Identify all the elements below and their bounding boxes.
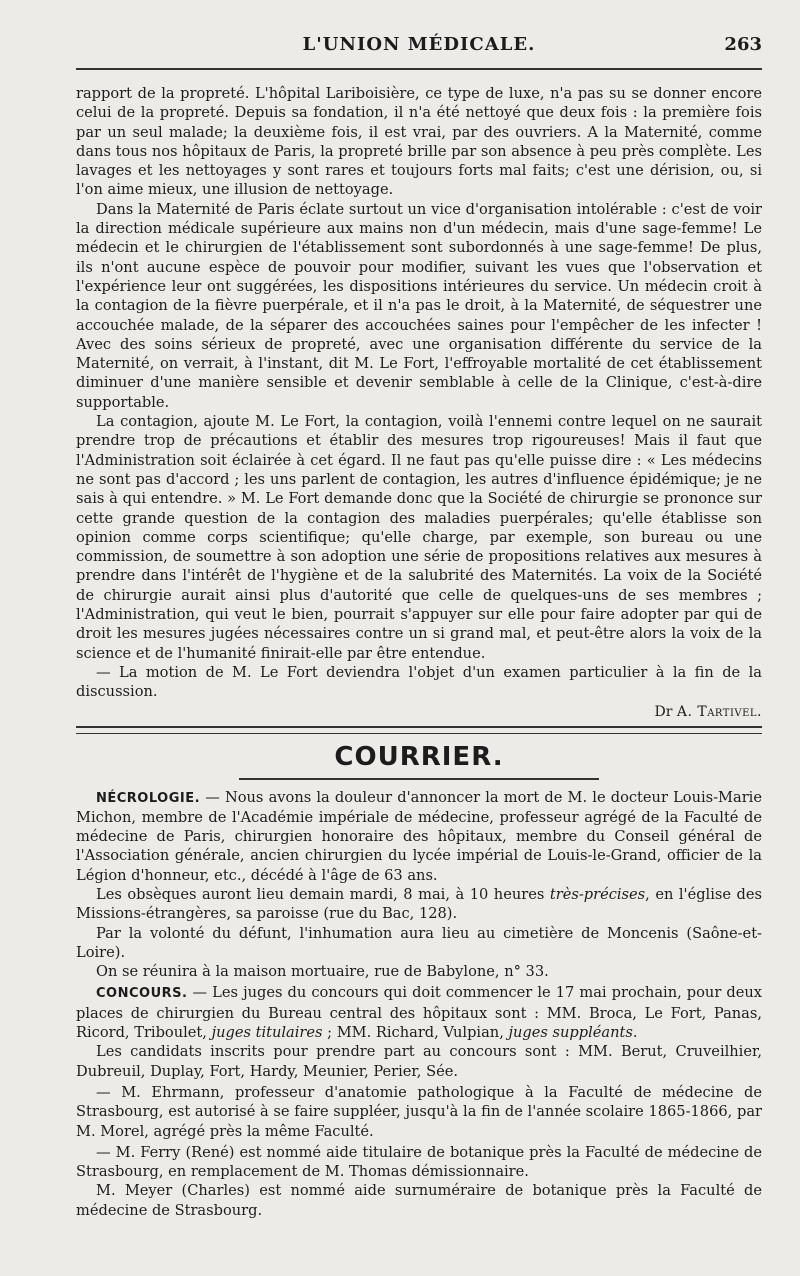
article-body [76,84,762,720]
concours-paragraph: CONCOURS. — Les juges du concours qui doit commencer le 17 mai prochain, pour deux places de chirurgien du Bureau central des hôpitaux sont : MM. Broca, Le Fort, Panas, Ricord, Triboulet, juges titulaires ; MM. Richard, Vulpian, juges suppléants. [76,984,762,1042]
article-paragraph-1: rapport de la propreté. L'hôpital Lariboisière, ce type de luxe, n'a pas su se donner encore celui de la propreté. Depuis sa fondation, il n'a été nettoyé que deux fois : la première fois par un seul malade; la deuxième fois, il est vrai, par des ouvriers. A la Maternité, comme dans tous nos hôpitaux de Paris, la propreté brille par son absence à peu près complète. Les lavages et les nettoyages y sont rares et toujours forts mal faits; c'est une dérision, ou, si l'on aime mieux, une illusion de nettoyage. [76,85,762,199]
reunion-paragraph: On se réunira à la maison mortuaire, rue de Babylone, n° 33. [96,963,549,981]
article-paragraph-4: — La motion de M. Le Fort deviendra l'objet d'un examen particulier à la fin de la discussion. [76,663,762,701]
courrier-title: COURRIER. [334,741,504,772]
page-number: 263 [724,34,762,55]
necrologie-heading: NÉCROLOGIE. [96,790,201,806]
courrier-body [76,788,762,1221]
concours-heading: CONCOURS. [96,986,188,1002]
obseques-paragraph: Les obsèques auront lieu demain mardi, 8 mai, à 10 heures très-précises, en l'église des Missions-étrangères, sa paroisse (rue du Bac, 128). [76,885,762,923]
volonte-paragraph: Par la volonté du défunt, l'inhumation aura lieu au cimetière de Moncenis (Saône-et-Loire). [76,924,762,961]
necrologie-paragraph: NÉCROLOGIE. — Nous avons la douleur d'annoncer la mort de M. le docteur Louis-Marie Michon, membre de l'Académie impériale de médecine, professeur agrégé de la Faculté de médecine de Paris, chirurgien honoraire des hôpitaux, membre du Conseil général de l'Association générale, ancien chirurgien du lycée impérial de Louis-le-Grand, officier de la Légion d'honneur, etc., décédé à l'âge de 63 ans. [76,788,762,884]
meyer-paragraph: M. Meyer (Charles) est nommé aide surnuméraire de botanique près la Faculté de médecine de Strasbourg. [76,1182,762,1219]
header-rule [76,68,762,70]
article-signature [76,704,762,720]
courrier-title-rule [239,778,599,780]
article-paragraph-2: Dans la Maternité de Paris éclate surtout un vice d'organisation intolérable : c'est de voir la direction médicale supérieure aux mains non d'un médecin, mais d'une sage-femme! Le médecin et le chirurgien de l'établissement sont subordonnés à une sage-femme! De plus, ils n'ont aucune espèce de pouvoir pour modifier, suivant les vues que l'observation et l'expérience leur ont suggérées, les dispositions intérieures du service. Un médecin croit à la contagion de la fièvre puerpérale, et il n'a pas le droit, à la Maternité, de séquestrer une accouchée malade, de la séparer des accouchées saines pour l'empêcher de les infecter ! Avec des soins sérieux de propreté, avec une organisation différente du service de la Maternité, on verrait, à l'instant, dit M. Le Fort, l'effroyable mortalité de cet établissement diminuer d'une manière sensible et devenir semblable à celle de la Clinique, c'est-à-dire supportable. [76,200,762,411]
running-title: L'UNION MÉDICALE. [302,34,536,55]
signature-name: A. Tartivel. [676,703,762,720]
ferry-paragraph: — M. Ferry (René) est nommé aide titulaire de botanique près la Faculté de médecine de Strasbourg, en remplacement de M. Thomas démissionnaire. [76,1143,762,1181]
signature-prefix: Dr [654,703,673,720]
article-paragraph-3: La contagion, ajoute M. Le Fort, la contagion, voilà l'ennemi contre lequel on ne saurait prendre trop de précautions et établir des mesures trop rigoureuses! Mais il faut que l'Administration soit éclairée à cet égard. Il ne faut pas qu'elle puisse dire : « Les médecins ne sont pas d'accord ; les uns parlent de contagion, les autres d'influence épidémique; je ne sais à qui entendre. » M. Le Fort demande donc que la Société de chirurgie se prononce sur cette grande question de la contagion des maladies puerpérales; qu'elle établisse son opinion comme corps scientifique; qu'elle charge, par exemple, son bureau ou une commission, de soumettre à son adoption une série de propositions relatives aux mesures à prendre dans l'intérêt de l'hygiène et de la salubrité des Maternités. La voix de la Société de chirurgie aurait ainsi plus d'autorité que celle de quelques-uns de ses membres ; l'Administration, qui veut le bien, pourrait s'appuyer sur elle pour faire adopter par qui de droit les mesures jugées nécessaires contre un si grand mal, et peut-être alors la voix de la science et de l'humanité finirait-elle par être entendue. [76,413,762,662]
ehrmann-paragraph: — M. Ehrmann, professeur d'anatomie pathologique à la Faculté de médecine de Strasbourg, est autorisé à se faire suppléer, jusqu'à la fin de l'année scolaire 1865-1866, par M. Morel, agrégé près la même Faculté. [76,1083,762,1140]
page-header [76,0,762,72]
candidats-paragraph: Les candidats inscrits pour prendre part au concours sont : MM. Berut, Cruveilhier, Dubreuil, Duplay, Fort, Hardy, Meunier, Perier, Sée. [76,1043,762,1080]
section-divider [76,726,762,734]
